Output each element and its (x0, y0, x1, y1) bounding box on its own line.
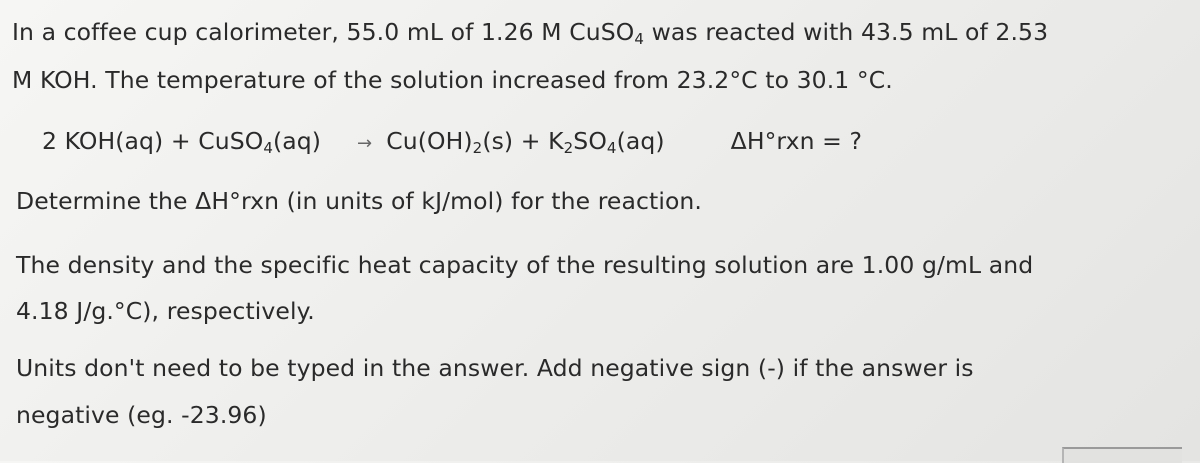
reactants-text-b: (aq) (272, 127, 322, 155)
reactants-subscript: 4 (263, 139, 273, 157)
enthalpy-unknown: ΔH°rxn = ? (730, 127, 863, 155)
intro-line-1 (12, 18, 1048, 46)
intro-line-2: M KOH. The temperature of the solution increased from 23.2°C to 30.1 °C. (12, 66, 893, 94)
equation-reactants (42, 127, 321, 155)
reactants-text-a: 2 KOH(aq) + CuSO (42, 127, 264, 155)
density-line-2: 4.18 J/g.°C), respectively. (16, 297, 315, 325)
intro-subscript: 4 (634, 30, 645, 48)
units-note-line-1: Units don't need to be typed in the answer. Add negative sign (-) if the answer is (16, 354, 974, 382)
intro-text-a: In a coffee cup calorimeter, 55.0 mL of 1.26 M CuSO (12, 18, 635, 46)
reaction-equation (42, 127, 862, 155)
products-subscript-2: 2 (563, 139, 574, 157)
products-text-b: (s) + K (482, 127, 564, 155)
density-line-1: The density and the specific heat capacity of the resulting solution are 1.00 g/mL and (16, 251, 1034, 279)
units-note-line-2: negative (eg. -23.96) (16, 401, 267, 429)
products-text-c: SO (573, 127, 607, 155)
products-subscript-3: 4 (606, 139, 617, 157)
products-subscript-1: 2 (472, 139, 483, 157)
determine-instruction: Determine the ΔH°rxn (in units of kJ/mol) for the reaction. (16, 187, 702, 215)
products-text-d: (aq) (616, 127, 665, 155)
reaction-arrow-icon: → (357, 133, 373, 154)
intro-text-b: was reacted with 43.5 mL of 2.53 (644, 18, 1049, 46)
products-text-a: Cu(OH) (386, 127, 473, 155)
equation-products (386, 127, 664, 155)
